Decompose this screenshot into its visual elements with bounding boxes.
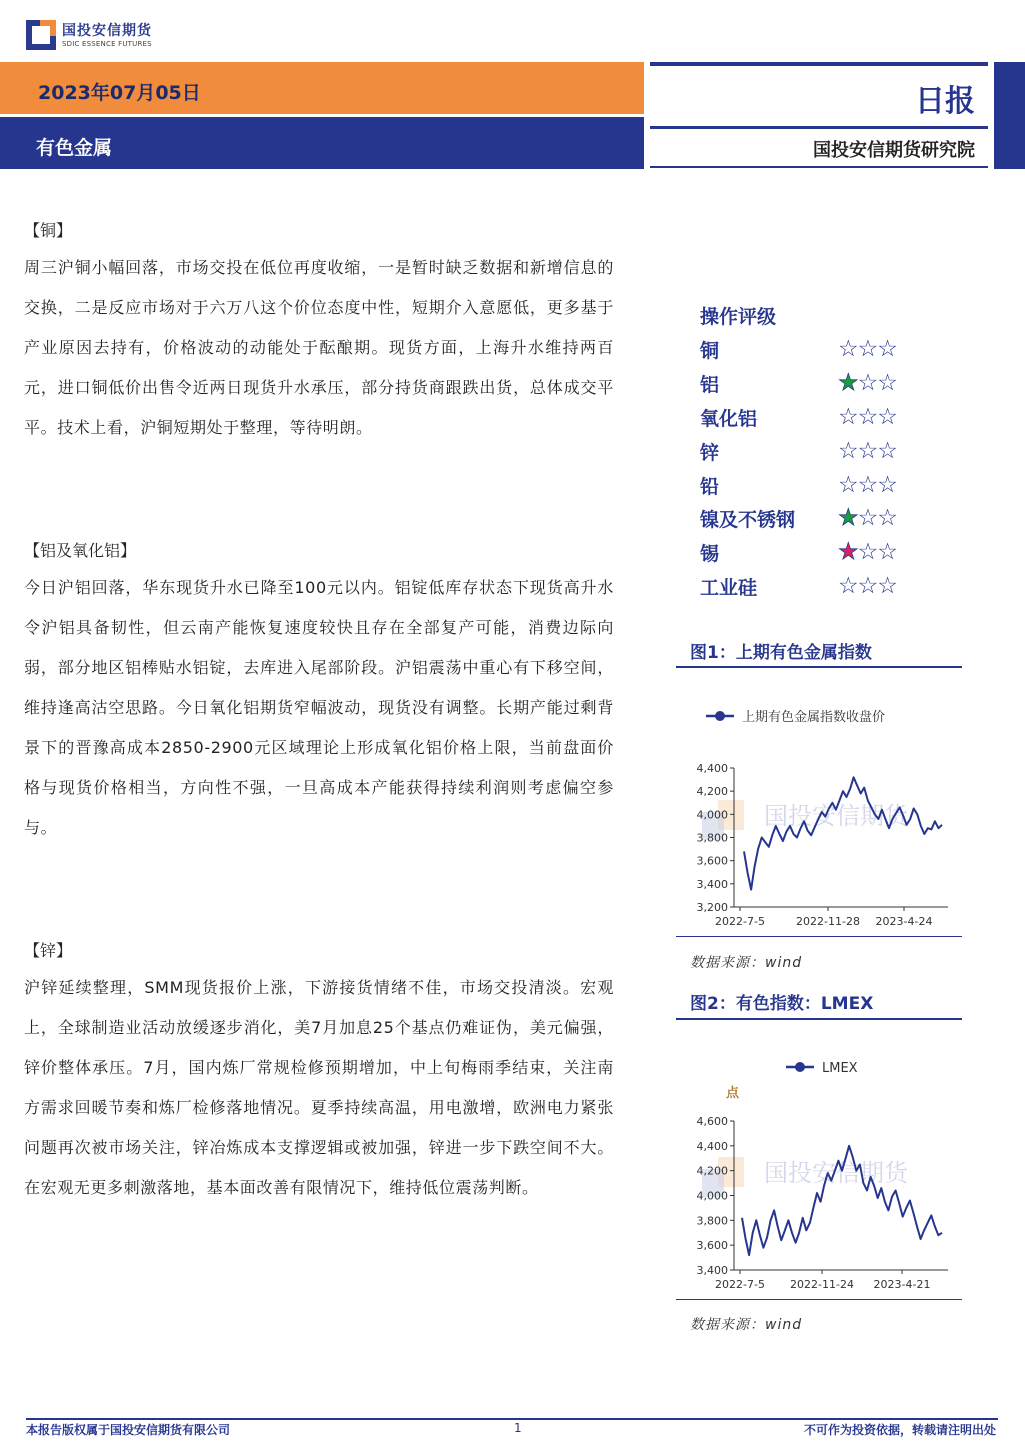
header-divider-middle — [650, 126, 988, 129]
rating-row — [700, 472, 920, 502]
star-icon: ☆ — [877, 573, 897, 599]
rating-stars-icon — [838, 473, 897, 497]
y-tick-label: 3,800 — [696, 1214, 728, 1228]
y-tick-label: 3,200 — [696, 901, 728, 914]
star-icon: ☆ — [877, 539, 897, 565]
star-icon: ☆ — [857, 539, 878, 565]
rating-row — [700, 438, 920, 468]
star-icon: ☆ — [838, 438, 858, 464]
rating-stars-icon — [838, 506, 897, 530]
star-icon: ☆ — [838, 404, 858, 430]
star-icon: ☆ — [838, 573, 858, 599]
star-icon: ☆ — [857, 438, 878, 464]
y-tick-label: 3,800 — [696, 831, 728, 845]
logo-mark-icon — [26, 20, 56, 50]
rating-stars-icon — [838, 337, 897, 361]
figure-2-chart — [676, 1024, 962, 1298]
y-tick-label: 4,200 — [696, 785, 728, 799]
star-icon: ☆ — [877, 505, 897, 531]
header-divider-bottom — [650, 166, 988, 168]
section-body-copper: 周三沪铜小幅回落，市场交投在低位再度收缩，一是暂时缺乏数据和新增信息的交换，二是反应市场对于六万八这个价位态度中性，短期介入意愿低，更多基于产业原因去持有，价格波动的动能处于酝酿期。现货方面，上海升水维持两百元，进口铜低价出售令近两日现货升水承压，部分持货商跟跌出货，总体成交平平。技术上看，沪铜短期处于整理，等待明朗。 — [24, 258, 614, 437]
rating-label: 锌 — [700, 442, 720, 464]
y-tick-label: 4,400 — [696, 762, 728, 775]
company-logo — [26, 18, 186, 58]
star-icon: ☆ — [838, 472, 858, 498]
section-title-copper: 【铜】 — [24, 221, 73, 240]
series-line — [744, 777, 942, 889]
y-tick-label: 4,600 — [696, 1115, 728, 1128]
rating-label: 氧化铝 — [700, 408, 758, 430]
star-icon: ☆ — [877, 370, 897, 396]
star-icon: ☆ — [877, 404, 897, 430]
y-axis-label: 点 — [726, 1086, 740, 1101]
y-tick-label: 4,000 — [696, 1189, 728, 1203]
star-icon: ☆ — [857, 472, 878, 498]
rating-title: 操作评级 — [700, 306, 777, 328]
y-tick-label: 3,600 — [696, 854, 728, 868]
y-tick-label: 3,400 — [696, 877, 728, 891]
star-icon: ☆ — [877, 336, 897, 362]
section-title-aluminium: 【铝及氧化铝】 — [24, 541, 137, 560]
star-icon: ☆ — [857, 505, 878, 531]
rating-row — [700, 505, 920, 535]
report-sector: 有色金属 — [36, 137, 113, 159]
legend-label: 上期有色金属指数收盘价 — [742, 710, 886, 725]
x-tick-label: 2022-11-24 — [790, 1278, 854, 1291]
rating-label: 工业硅 — [700, 577, 758, 599]
chart-watermark: 国投安信期货 — [764, 802, 908, 830]
logo-name-en: SDIC ESSENCE FUTURES — [62, 40, 152, 48]
x-tick-label: 2022-7-5 — [715, 915, 765, 928]
rating-label: 铝 — [700, 374, 720, 396]
figure-1-rule-top — [676, 666, 962, 668]
section-body-aluminium: 今日沪铝回落，华东现货升水已降至100元以内。铝锭低库存状态下现货高升水令沪铝具备韧性，但云南产能恢复速度较快且存在全部复产可能，消费边际向弱，部分地区铝棒贴水铝锭，去库进入尾部阶段。沪铝震荡中重心有下移空间，维持逢高沽空思路。今日氧化铝期货窄幅波动，现货没有调整。长期产能过剩背景下的晋豫高成本2850-2900元区域理论上形成氧化铝价格上限，当前盘面价格与现货价格相当，方向性不强，一旦高成本产能获得持续利润则考虑偏空参与。 — [24, 578, 614, 837]
star-icon: ☆ — [877, 472, 897, 498]
rating-stars-icon — [838, 540, 897, 564]
rating-stars-icon — [838, 371, 897, 395]
rating-label: 锡 — [700, 543, 720, 565]
rating-row — [700, 370, 920, 400]
header-side-stripe — [994, 62, 1025, 169]
footer-rule — [26, 1418, 998, 1420]
figure-2-rule-bottom — [676, 1299, 962, 1300]
figure-1-source: 数据来源：wind — [690, 955, 803, 971]
x-tick-label: 2023-4-24 — [875, 915, 933, 928]
rating-row — [700, 539, 920, 569]
rating-row — [700, 573, 920, 603]
star-icon: ☆ — [877, 438, 897, 464]
rating-stars-icon — [838, 574, 897, 598]
y-tick-label: 3,600 — [696, 1239, 728, 1253]
rating-stars-icon — [838, 439, 897, 463]
figure-1-title: 图1：上期有色金属指数 — [690, 643, 872, 663]
x-tick-label: 2022-7-5 — [715, 1278, 765, 1291]
legend-marker-icon — [715, 711, 725, 721]
rating-label: 铜 — [700, 340, 720, 362]
y-tick-label: 4,200 — [696, 1164, 728, 1178]
institute-name: 国投安信期货研究院 — [813, 140, 975, 161]
figure-1-chart — [676, 672, 962, 936]
section-title-zinc: 【锌】 — [24, 941, 73, 960]
logo-name-cn: 国投安信期货 — [62, 23, 152, 39]
legend-marker-icon — [795, 1062, 805, 1072]
footer-copyright: 本报告版权属于国投安信期货有限公司 — [26, 1423, 231, 1437]
rating-row — [700, 404, 920, 434]
rating-label: 镍及不锈钢 — [700, 509, 796, 531]
rating-stars-icon — [838, 405, 897, 429]
y-tick-label: 4,000 — [696, 808, 728, 822]
rating-label: 铅 — [700, 476, 720, 498]
star-icon: ☆ — [838, 336, 858, 362]
star-icon: ★ — [838, 505, 858, 531]
star-icon: ★ — [838, 539, 858, 565]
report-type: 日报 — [915, 84, 975, 119]
x-tick-label: 2022-11-28 — [796, 915, 860, 928]
rating-row — [700, 336, 920, 366]
figure-2-rule-top — [676, 1018, 962, 1020]
star-icon: ☆ — [857, 370, 878, 396]
legend-label: LMEX — [822, 1061, 858, 1076]
header-divider-top — [650, 62, 988, 66]
footer-page-number: 1 — [514, 1421, 522, 1435]
star-icon: ★ — [838, 370, 858, 396]
figure-1-rule-bottom — [676, 936, 962, 937]
figure-2-title: 图2：有色指数：LMEX — [690, 994, 874, 1014]
footer-disclaimer: 不可作为投资依据，转载请注明出处 — [803, 1423, 996, 1437]
x-tick-label: 2023-4-21 — [873, 1278, 931, 1291]
star-icon: ☆ — [857, 404, 878, 430]
star-icon: ☆ — [857, 573, 878, 599]
report-date: 2023年07月05日 — [38, 82, 201, 104]
figure-2-source: 数据来源：wind — [690, 1317, 803, 1333]
y-tick-label: 4,400 — [696, 1139, 728, 1153]
chart-watermark: 国投安信期货 — [764, 1159, 908, 1187]
y-tick-label: 3,400 — [696, 1264, 728, 1277]
section-body-zinc: 沪锌延续整理，SMM现货报价上涨，下游接货情绪不佳，市场交投清淡。宏观上，全球制造业活动放缓逐步消化，美7月加息25个基点仍难证伪，美元偏强，锌价整体承压。7月，国内炼厂常规检修预期增加，中上旬梅雨季结束，关注南方需求回暖节奏和炼厂检修落地情况。夏季持续高温，用电激增，欧洲电力紧张问题再次被市场关注，锌冶炼成本支撑逻辑或被加强，锌进一步下跌空间不大。在宏观无更多刺激落地，基本面改善有限情况下，维持低位震荡判断。 — [24, 978, 614, 1197]
star-icon: ☆ — [857, 336, 878, 362]
